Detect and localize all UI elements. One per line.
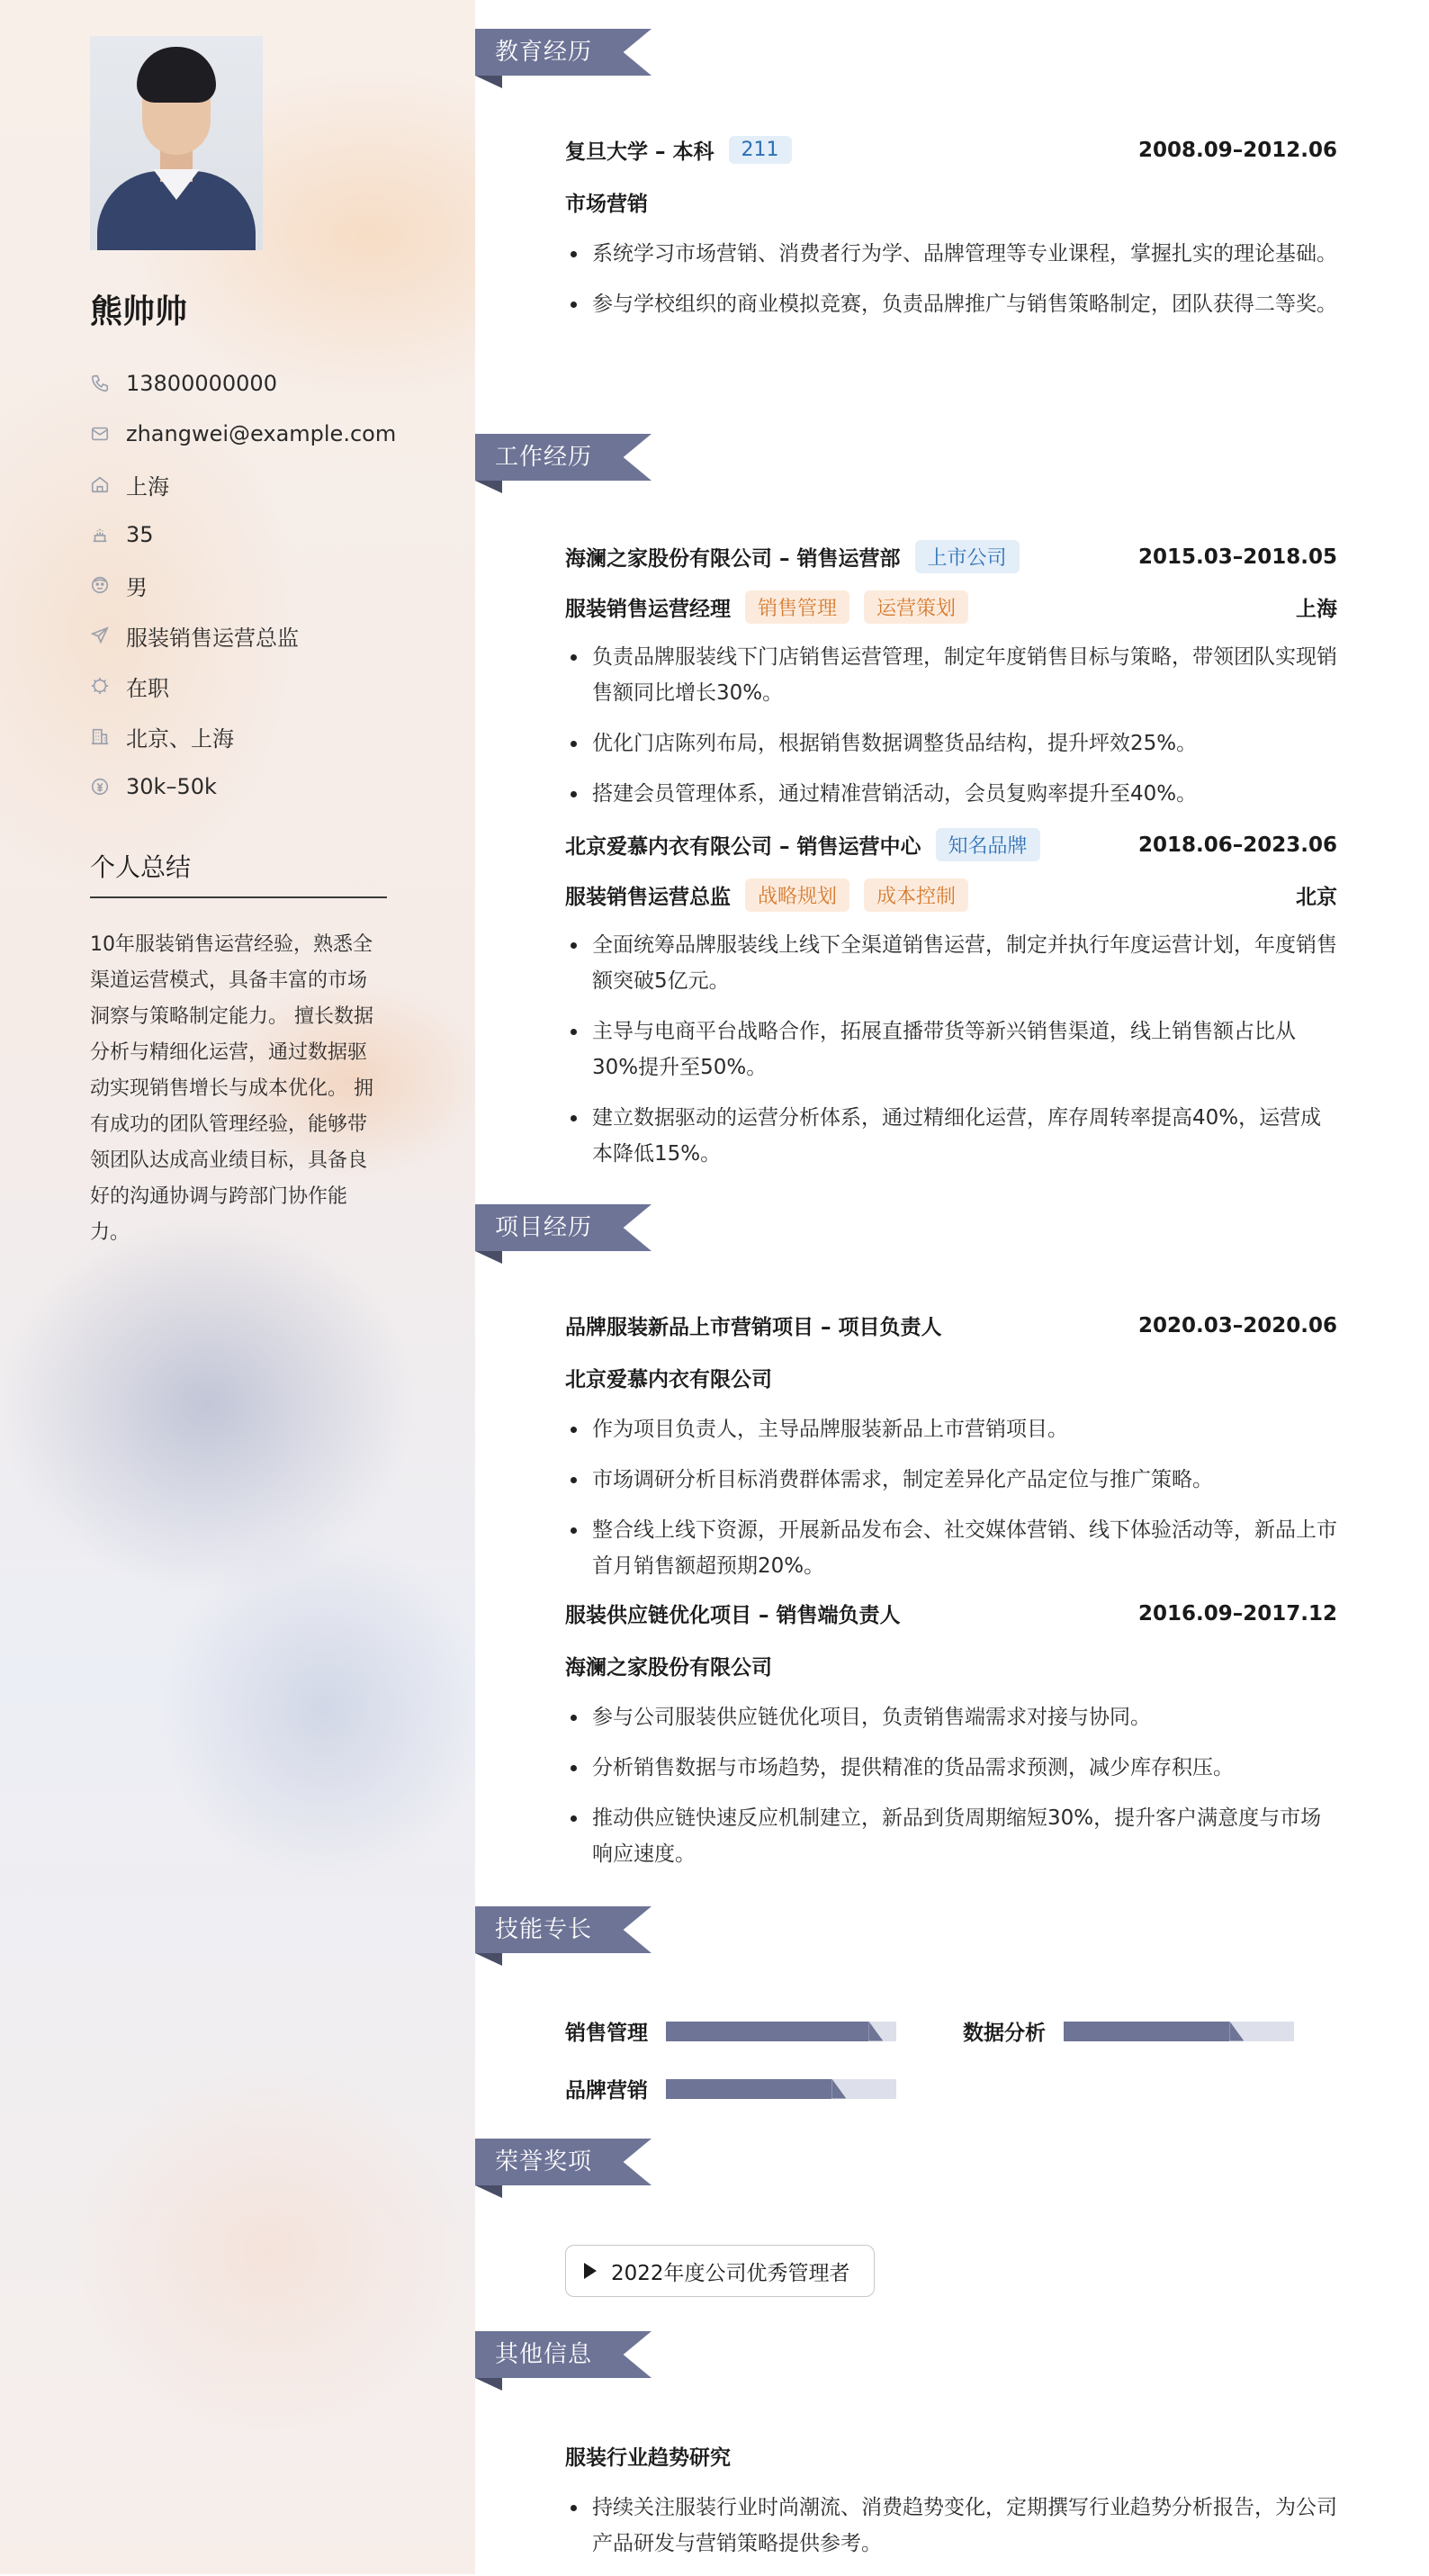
project-company: 海澜之家股份有限公司 xyxy=(565,1656,772,1680)
skill-tag: 销售管理 xyxy=(745,590,849,624)
info-email: zhangwei@example.com xyxy=(90,409,396,459)
skill-tag: 成本控制 xyxy=(864,878,968,912)
avatar xyxy=(90,36,263,250)
company-tag: 知名品牌 xyxy=(936,828,1040,861)
job-title: 服装销售运营总监 xyxy=(565,886,731,909)
education-bullets xyxy=(565,236,1337,337)
project-company: 北京爱慕内衣有限公司 xyxy=(565,1368,772,1392)
job-title: 服装销售运营经理 xyxy=(565,598,731,621)
section-header-projects: 项目经历 xyxy=(475,1204,655,1258)
main-content xyxy=(475,0,1429,2574)
play-icon xyxy=(584,2263,597,2279)
project-entry-header xyxy=(565,1311,1337,1340)
info-age: 35 xyxy=(90,509,396,560)
work-entry-header xyxy=(565,828,1337,861)
plane-icon xyxy=(90,626,110,645)
work-location: 北京 xyxy=(1296,886,1337,909)
section-header-awards: 荣誉奖项 xyxy=(475,2139,655,2193)
other-bullets xyxy=(565,2490,1337,2576)
info-status: 在职 xyxy=(90,661,396,711)
major: 市场营销 xyxy=(565,193,648,216)
gender-icon xyxy=(90,575,110,595)
list-item: 参与学校组织的商业模拟竞赛，负责品牌推广与销售策略制定，团队获得二等奖。 xyxy=(565,286,1337,322)
project-entry-header xyxy=(565,1599,1337,1628)
award-item[interactable]: 2022年度公司优秀管理者 xyxy=(565,2245,875,2297)
summary-title: 个人总结 xyxy=(90,852,192,882)
project-company-row xyxy=(565,1651,1337,1680)
list-item: 整合线上线下资源，开展新品发布会、社交媒体营销、线下体验活动等，新品上市首月销售额超预期20%。 xyxy=(565,1512,1337,1584)
work-bullets xyxy=(565,927,1337,1186)
section-header-education: 教育经历 xyxy=(475,29,655,83)
list-item: 参与公司服装供应链优化项目，负责销售端需求对接与协同。 xyxy=(565,1699,1337,1735)
work-bullets xyxy=(565,639,1337,826)
project-company-row xyxy=(565,1363,1337,1392)
project-date: 2020.03–2020.06 xyxy=(1137,1313,1337,1338)
project-bullets xyxy=(565,1411,1337,1599)
company-name: 北京爱慕内衣有限公司 – 销售运营中心 xyxy=(565,835,921,859)
other-title: 服装行业趋势研究 xyxy=(565,2446,731,2470)
project-name: 品牌服装新品上市营销项目 – 项目负责人 xyxy=(565,1316,942,1339)
info-phone: 13800000000 xyxy=(90,358,396,409)
contact-info-list xyxy=(90,358,396,812)
list-item: 搭建会员管理体系，通过精准营销活动，会员复购率提升至40%。 xyxy=(565,776,1337,812)
skill-item: 销售管理 xyxy=(565,2016,896,2046)
list-item: 持续关注服装行业时尚潮流、消费趋势变化，定期撰写行业趋势分析报告，为公司产品研发与营销策略提供参考。 xyxy=(565,2490,1337,2562)
list-item: 系统学习市场营销、消费者行为学、品牌管理等专业课程，掌握扎实的理论基础。 xyxy=(565,236,1337,272)
phone-icon xyxy=(90,374,110,393)
work-date: 2015.03–2018.05 xyxy=(1137,545,1337,569)
section-header-other: 其他信息 xyxy=(475,2331,655,2385)
other-title-row xyxy=(565,2441,1337,2471)
work-location: 上海 xyxy=(1296,598,1337,621)
summary-divider xyxy=(90,896,387,898)
list-item: 主导与电商平台战略合作，拓展直播带货等新兴销售渠道，线上销售额占比从30%提升至50%。 xyxy=(565,1013,1337,1085)
list-item: 全面统筹品牌服装线上线下全渠道销售运营，制定并执行年度运营计划，年度销售额突破5亿元。 xyxy=(565,927,1337,999)
project-name: 服装供应链优化项目 – 销售端负责人 xyxy=(565,1604,901,1627)
education-major-row xyxy=(565,187,1337,217)
info-salary: 30k–50k xyxy=(90,761,396,812)
sidebar xyxy=(0,0,475,2574)
company-tag: 上市公司 xyxy=(915,540,1020,573)
list-item: 推动供应链快速反应机制建立，新品到货周期缩短30%，提升客户满意度与市场响应速度。 xyxy=(565,1800,1337,1872)
list-item: 市场调研分析目标消费群体需求，制定差异化产品定位与推广策略。 xyxy=(565,1462,1337,1498)
skill-bar xyxy=(666,2022,896,2041)
status-icon xyxy=(90,676,110,696)
list-item: 建立数据驱动的运营分析体系，通过精细化运营，库存周转率提高40%，运营成本降低15%。 xyxy=(565,1100,1337,1172)
section-header-work: 工作经历 xyxy=(475,434,655,488)
info-gender: 男 xyxy=(90,560,396,610)
school-name: 复旦大学 – 本科 xyxy=(565,140,714,164)
skill-item: 数据分析 xyxy=(963,2016,1294,2046)
project-date: 2016.09–2017.12 xyxy=(1137,1601,1337,1626)
skill-tag: 运营策划 xyxy=(864,590,968,624)
info-city: 上海 xyxy=(90,459,396,509)
age-icon xyxy=(90,525,110,545)
list-item: 分析销售数据与市场趋势，提供精准的货品需求预测，减少库存积压。 xyxy=(565,1750,1337,1786)
school-tag: 211 xyxy=(729,136,792,164)
info-position: 服装销售运营总监 xyxy=(90,610,396,661)
info-target-city: 北京、上海 xyxy=(90,711,396,761)
skill-bar xyxy=(666,2079,896,2099)
work-role-row xyxy=(565,878,1337,912)
skill-item: 品牌营销 xyxy=(565,2074,896,2103)
list-item: 优化门店陈列布局，根据销售数据调整货品结构，提升坪效25%。 xyxy=(565,725,1337,761)
project-bullets xyxy=(565,1699,1337,1887)
work-role-row xyxy=(565,590,1337,624)
salary-icon xyxy=(90,777,110,797)
work-date: 2018.06–2023.06 xyxy=(1137,833,1337,857)
list-item: 负责品牌服装线下门店销售运营管理，制定年度销售目标与策略，带领团队实现销售额同比增长30%。 xyxy=(565,639,1337,711)
list-item: 作为项目负责人，主导品牌服装新品上市营销项目。 xyxy=(565,1411,1337,1447)
skill-tag: 战略规划 xyxy=(745,878,849,912)
candidate-name: 熊帅帅 xyxy=(90,293,188,330)
building-icon xyxy=(90,726,110,746)
home-icon xyxy=(90,474,110,494)
summary-text: 10年服装销售运营经验，熟悉全渠道运营模式，具备丰富的市场洞察与策略制定能力。 擅长数据分析与精细化运营，通过数据驱动实现销售增长与成本优化。 拥有成功的团队管理经验，能够带领团队达成高业绩目标，具备良好的沟通协调与跨部门协作能力。 xyxy=(90,933,373,1244)
section-header-skills: 技能专长 xyxy=(475,1906,655,1960)
education-date: 2008.09–2012.06 xyxy=(1137,138,1337,162)
education-entry-header xyxy=(565,135,1337,165)
skill-bar xyxy=(1064,2022,1294,2041)
company-name: 海澜之家股份有限公司 – 销售运营部 xyxy=(565,547,901,571)
work-entry-header xyxy=(565,540,1337,573)
mail-icon xyxy=(90,424,110,444)
